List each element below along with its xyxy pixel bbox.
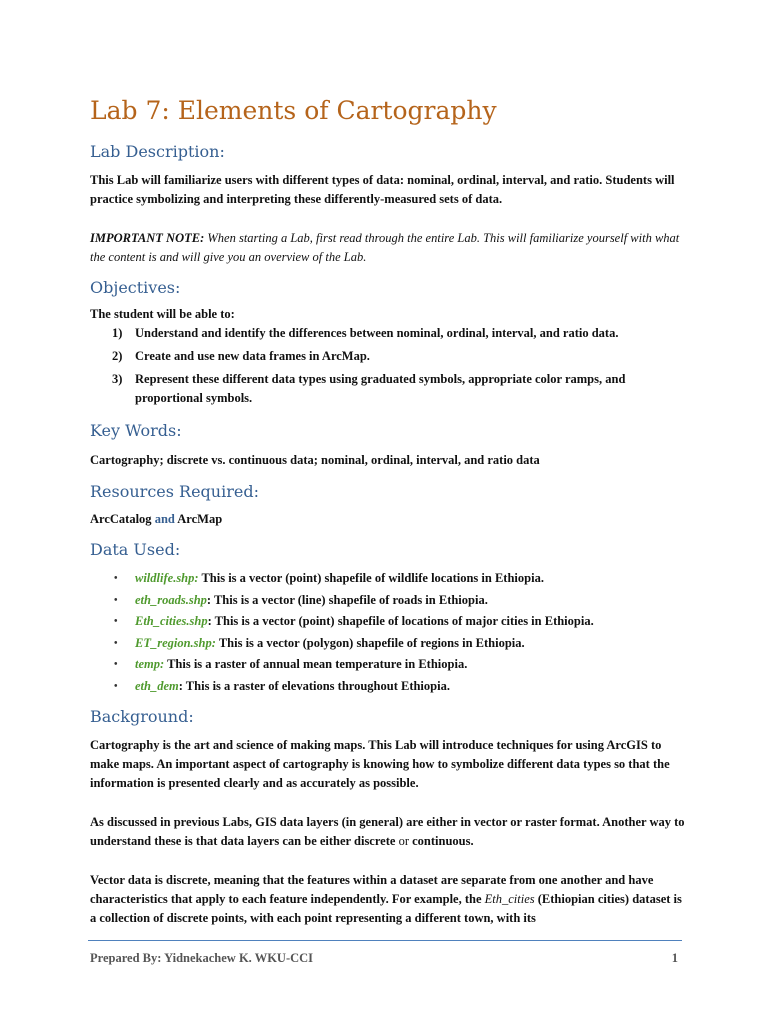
bullet-icon: •: [114, 573, 118, 584]
objective-number: 3): [112, 372, 123, 386]
data-item-name: eth_dem: [135, 678, 179, 693]
background-heading: Background:: [90, 707, 194, 726]
bullet-icon: •: [114, 616, 118, 627]
page-footer: [90, 951, 682, 966]
data-item-text: This is a vector (point) shapefile of wildlife locations in Ethiopia.: [198, 571, 544, 585]
footer-divider: [88, 940, 682, 941]
data-item-text: This is a raster of annual mean temperature in Ethiopia.: [164, 657, 468, 671]
important-note: [90, 229, 686, 267]
data-item-name: eth_roads.shp: [135, 592, 207, 607]
page-title: Lab 7: Elements of Cartography: [90, 96, 497, 125]
background-p3-text-end: (Ethiopian cities) dataset is a collection of discrete points, with each point representing a different town, with its: [90, 892, 682, 925]
important-note-text: When starting a Lab, first read through the entire Lab. This will familiarize yourself with what the content is and will give you an overview of the Lab.: [90, 231, 680, 264]
data-item: [90, 654, 686, 676]
data-item-text: This is a vector (polygon) shapefile of regions in Ethiopia.: [215, 635, 525, 650]
term-discrete: discrete: [354, 834, 396, 848]
objective-text: Represent these different data types using graduated symbols, appropriate color ramps, and proportional symbols.: [135, 372, 626, 405]
background-p3-text: Vector data is discrete, meaning that the features within a dataset are separate from one another and have characteristics that apply to each feature independently. For example, the: [90, 873, 654, 906]
data-item: [90, 611, 686, 633]
data-used-list: [90, 568, 686, 697]
objectives-intro: The student will be able to:: [90, 307, 235, 321]
important-note-label: IMPORTANT NOTE:: [90, 231, 205, 245]
data-item-name: ET_region.shp:: [135, 635, 216, 650]
data-item: [90, 633, 686, 655]
data-item-text: : This is a vector (line) shapefile of roads in Ethiopia.: [206, 592, 488, 607]
data-item-text: : This is a vector (point) shapefile of locations of major cities in Ethiopia.: [207, 614, 594, 628]
key-words-text: Cartography; discrete vs. continuous data; nominal, ordinal, interval, and ratio data: [90, 453, 540, 467]
bullet-icon: •: [114, 680, 118, 692]
data-item-name: Eth_cities.shp: [135, 614, 208, 628]
objective-text: Understand and identify the differences between nominal, ordinal, interval, and ratio data.: [135, 326, 619, 340]
objective-text: Create and use new data frames in ArcMap.: [135, 349, 370, 363]
data-item-name: wildlife.shp:: [135, 571, 199, 585]
background-p2-end: .: [470, 834, 474, 848]
objective-item: [90, 347, 686, 366]
objective-number: 2): [112, 349, 123, 363]
background-paragraph-2: [90, 813, 686, 851]
lab-description-text: This Lab will familiarize users with different types of data: nominal, ordinal, interval, and ratio. Students will practice symbolizing and interpreting these differently-measured sets of data.: [90, 173, 675, 206]
resources-text: [90, 510, 686, 529]
term-continuous: continuous: [412, 834, 471, 848]
background-paragraph-3: [90, 871, 686, 928]
resources-and: and: [154, 512, 175, 526]
resource-arcmap: ArcMap: [174, 512, 223, 526]
lab-description-heading: Lab Description:: [90, 142, 225, 161]
footer-prepared-by: Prepared By: Yidnekachew K. WKU-CCI: [90, 951, 314, 965]
bullet-icon: •: [114, 637, 118, 649]
data-item: [90, 676, 686, 698]
bullet-icon: •: [114, 594, 118, 606]
resource-arccatalog: ArcCatalog: [90, 512, 155, 526]
term-eth-cities: Eth_cities: [484, 892, 535, 906]
page-number: 1: [671, 951, 678, 965]
data-item-text: : This is a raster of elevations throughout Ethiopia.: [178, 678, 450, 693]
term-cartography: Cartography: [90, 738, 160, 752]
objective-item: [90, 324, 686, 343]
background-paragraph-1: [90, 736, 686, 793]
objectives-heading: Objectives:: [90, 278, 181, 297]
background-p2-or: or: [395, 834, 413, 848]
key-words-heading: Key Words:: [90, 421, 182, 440]
data-item: [90, 568, 686, 590]
background-p2-text: As discussed in previous Labs, GIS data layers (in general) are either in vector or raster format. Another way to understand these is that data layers can be either: [90, 815, 685, 848]
bullet-icon: •: [114, 659, 118, 670]
data-item: [90, 590, 686, 612]
objective-item: [90, 370, 686, 408]
data-used-heading: Data Used:: [90, 540, 181, 559]
resources-heading: Resources Required:: [90, 482, 259, 501]
objective-number: 1): [112, 326, 123, 340]
background-p1-text: is the art and science of making maps. This Lab will introduce techniques for using ArcGIS to make maps. An important aspect of cartography is knowing how to symbolize different data types so that the information is presented clearly and as accurately as possible.: [90, 738, 670, 790]
data-item-name: temp:: [135, 657, 165, 671]
objectives-list: [90, 324, 686, 412]
